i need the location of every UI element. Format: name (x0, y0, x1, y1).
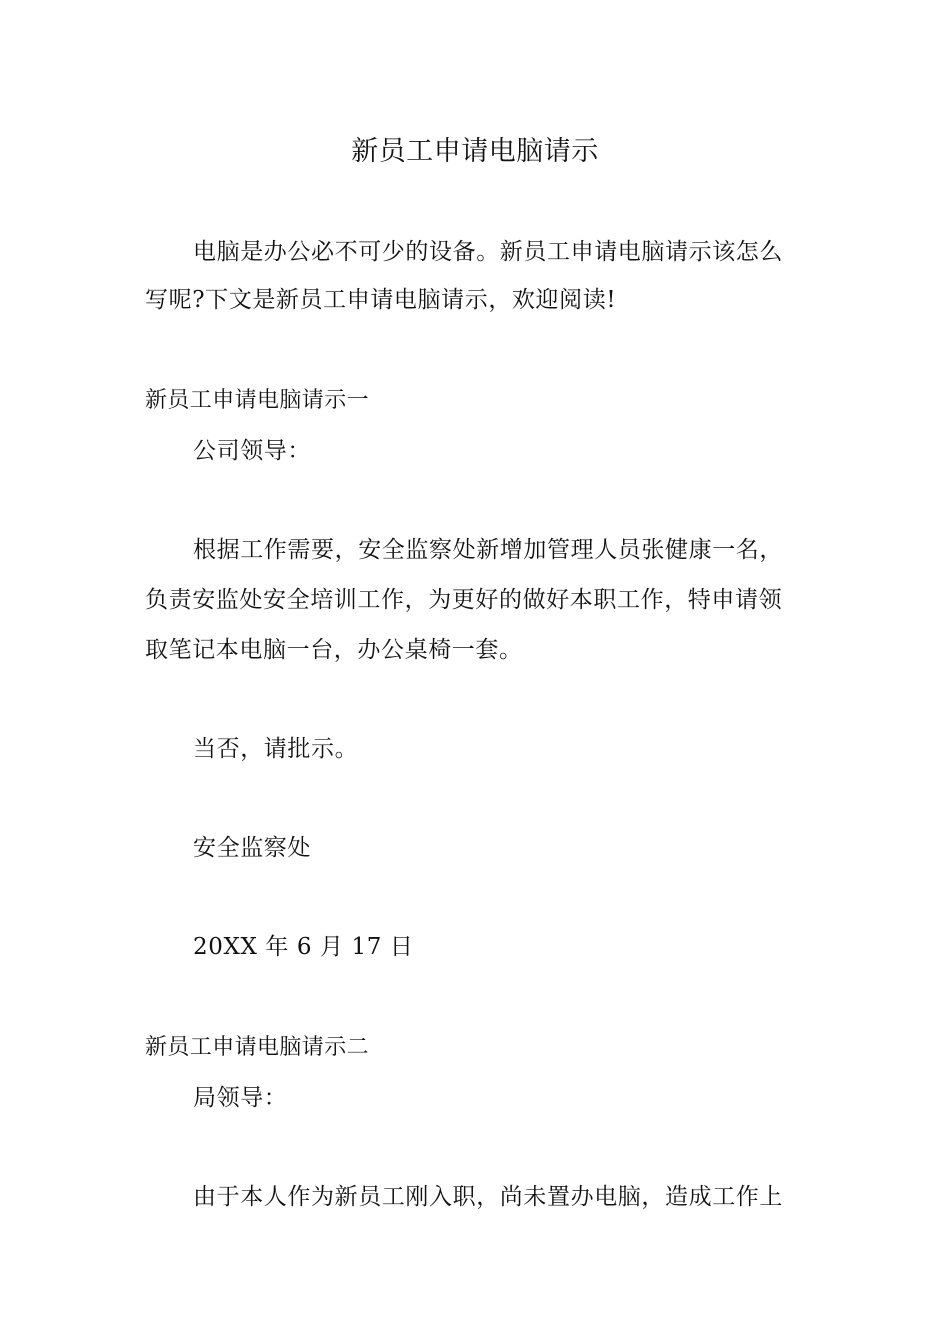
section-1-body-line-1: 根据工作需要，安全监察处新增加管理人员张健康一名， (193, 537, 783, 563)
section-1-date: 20XX 年 6 月 17 日 (193, 934, 414, 960)
section-1-salutation: 公司领导： (193, 438, 311, 464)
section-1-heading: 新员工申请电脑请示一 (145, 388, 370, 413)
section-1-request: 当否，请批示。 (193, 736, 359, 762)
document-title: 新员工申请电脑请示 (351, 136, 599, 167)
section-1-body-line-3: 取笔记本电脑一台，办公桌椅一套。 (145, 637, 523, 663)
intro-line-1: 电脑是办公必不可少的设备。新员工申请电脑请示该怎么 (193, 239, 783, 265)
section-1-signature: 安全监察处 (193, 835, 311, 861)
section-2-body-line-1: 由于本人作为新员工刚入职，尚未置办电脑，造成工作上 (193, 1184, 783, 1210)
section-1-body-line-2: 负责安监处安全培训工作，为更好的做好本职工作，特申请领 (145, 587, 783, 613)
intro-line-2: 写呢?下文是新员工申请电脑请示，欢迎阅读! (145, 287, 617, 313)
section-2-heading: 新员工申请电脑请示二 (145, 1035, 370, 1060)
section-2-salutation: 局领导： (193, 1085, 288, 1111)
